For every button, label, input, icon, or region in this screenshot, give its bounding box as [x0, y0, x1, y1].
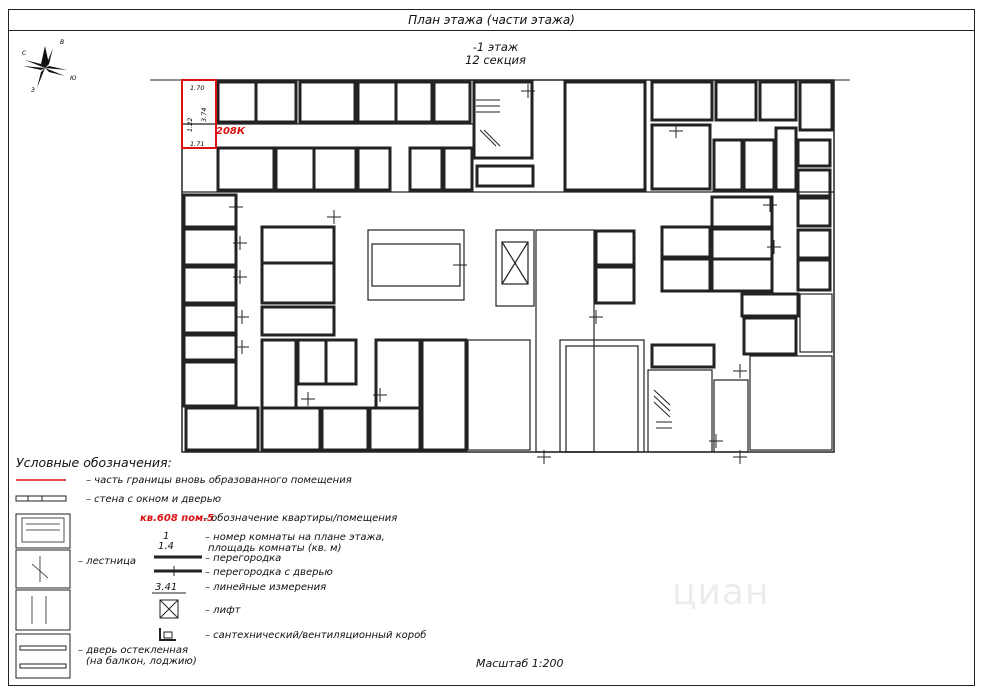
legend-title: Условные обозначения:: [16, 455, 172, 470]
room-dim-left: 1.22: [186, 117, 194, 132]
partitions: [182, 124, 834, 452]
legend-stair: – лестница: [78, 556, 137, 567]
lift-icon: [502, 242, 528, 284]
legend-partition: – перегородка: [205, 553, 282, 564]
floor-level: -1 этаж: [472, 40, 519, 54]
legend-glass-door-2: (на балкон, лоджию): [86, 656, 197, 667]
legend-glass-door-1: – дверь остекленная: [78, 645, 188, 656]
watermark: циан: [672, 572, 770, 613]
legend-dim-desc: – линейные измерения: [205, 582, 327, 593]
compass-rose-icon: [22, 39, 77, 94]
legend-apt-code: кв.608 пом.5: [140, 513, 214, 524]
compass-n: С: [22, 50, 27, 57]
room-dim-top: 1.70: [190, 84, 205, 92]
room-dim-right: 3.74: [200, 107, 208, 122]
compass-s: Ю: [70, 75, 77, 82]
section-number: 12 секция: [465, 53, 526, 67]
room-dim-bottom: 1.71: [190, 140, 205, 148]
legend-dim-value: 3.41: [155, 582, 178, 593]
legend-room-num-top: 1: [163, 531, 170, 542]
legend-lift: – лифт: [205, 605, 241, 616]
room-label: 208К: [216, 126, 246, 137]
compass-e: В: [60, 39, 65, 46]
legend-boundary: – часть границы вновь образованного помещения: [86, 475, 352, 486]
legend-apt-desc: – обозначение квартиры/помещения: [203, 513, 398, 524]
legend-room-num-bottom: 1.4: [158, 541, 174, 552]
legend-room-desc-1: – номер комнаты на плане этажа,: [205, 532, 385, 543]
room-208k-outline: [182, 80, 246, 148]
legend-duct: – сантехнический/вентиляционный короб: [205, 630, 427, 641]
compass-w: З: [31, 87, 35, 94]
scale-label: Масштаб 1:200: [476, 657, 564, 670]
stair-icon: [476, 100, 672, 428]
legend-room-desc-2: площадь комнаты (кв. м): [208, 543, 342, 554]
walls: [184, 82, 832, 450]
plan-title: План этажа (части этажа): [8, 9, 975, 31]
legend-wall: – стена с окном и дверью: [86, 494, 222, 505]
legend-partition-door: – перегородка с дверью: [205, 567, 333, 578]
building-outline: [150, 80, 850, 452]
